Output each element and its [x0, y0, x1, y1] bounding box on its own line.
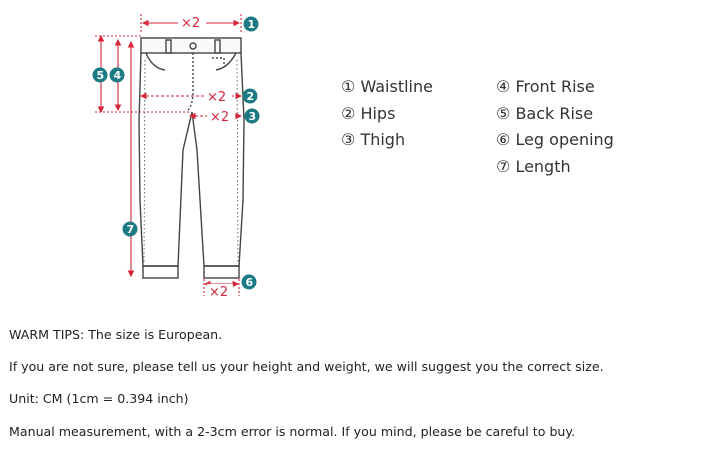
- legend-item-leg-opening: [496, 127, 614, 154]
- measurement-error-text: Manual measurement, with a 2-3cm error is normal. If you mind, please be careful to buy.: [9, 424, 576, 439]
- badge-2: [243, 89, 258, 104]
- badge-1: [244, 17, 259, 32]
- legend-label: Front Rise: [515, 77, 595, 96]
- pocket-left: [146, 53, 165, 70]
- legend-marker: ②: [341, 103, 356, 123]
- svg-text:3: 3: [248, 110, 257, 123]
- legend-item-thigh: [341, 127, 433, 154]
- left-leg: [139, 53, 192, 266]
- pants-measurement-diagram: [0, 0, 300, 310]
- legend-item-waistline: [341, 74, 433, 101]
- cuff-right: [204, 266, 239, 278]
- stitch-left: [144, 60, 145, 262]
- badge-4: [110, 68, 125, 83]
- waistband: [141, 38, 241, 53]
- legend-left-column: [341, 74, 433, 154]
- size-suggestion-text: If you are not sure, please tell us your height and weight, we will suggest you the correct size.: [9, 359, 604, 374]
- legend-marker: ④: [496, 77, 511, 96]
- legend-item-hips: [341, 101, 433, 128]
- fly-seam: [188, 53, 193, 110]
- pocket-right: [216, 53, 236, 70]
- svg-text:5: 5: [96, 69, 105, 82]
- waist-multiplier: ×2: [181, 16, 201, 31]
- right-leg: [192, 53, 244, 266]
- legend-item-back-rise: [496, 101, 614, 128]
- badge-7: [123, 222, 138, 237]
- svg-text:6: 6: [245, 276, 254, 289]
- legend-label: Back Rise: [515, 103, 594, 123]
- legend-item-front-rise: [496, 74, 614, 101]
- legend-label: Hips: [360, 103, 396, 123]
- hips-multiplier: ×2: [207, 90, 227, 105]
- badge-5: [93, 68, 108, 83]
- legend-marker: ⑦: [496, 156, 511, 176]
- svg-text:1: 1: [247, 18, 256, 31]
- warm-tips-text: WARM TIPS: The size is European.: [9, 327, 223, 342]
- coin-pocket: [212, 58, 224, 66]
- svg-text:7: 7: [126, 223, 135, 236]
- legend-marker: ①: [341, 77, 356, 96]
- legend-label: Length: [515, 156, 571, 176]
- measurement-lines: [95, 14, 241, 296]
- legend-item-length: [496, 154, 614, 181]
- leg-opening-multiplier: ×2: [209, 285, 229, 300]
- legend-marker: ⑥: [496, 130, 511, 149]
- legend-right-column: [496, 74, 614, 180]
- cuff-left: [143, 266, 178, 278]
- thigh-multiplier: ×2: [210, 110, 230, 125]
- legend-label: Waistline: [360, 77, 433, 96]
- legend-label: Leg opening: [515, 130, 614, 149]
- badge-3: [245, 109, 260, 124]
- svg-text:2: 2: [246, 90, 255, 103]
- multiplier-labels: [178, 14, 233, 300]
- unit-text: Unit: CM (1cm = 0.394 inch): [9, 391, 189, 406]
- stitch-right: [237, 60, 238, 262]
- pants-outline: [139, 38, 244, 278]
- legend-marker: ③: [341, 130, 356, 149]
- legend-marker: ⑤: [496, 103, 511, 123]
- svg-text:4: 4: [113, 69, 122, 82]
- legend-label: Thigh: [360, 130, 406, 149]
- badge-6: [242, 275, 257, 290]
